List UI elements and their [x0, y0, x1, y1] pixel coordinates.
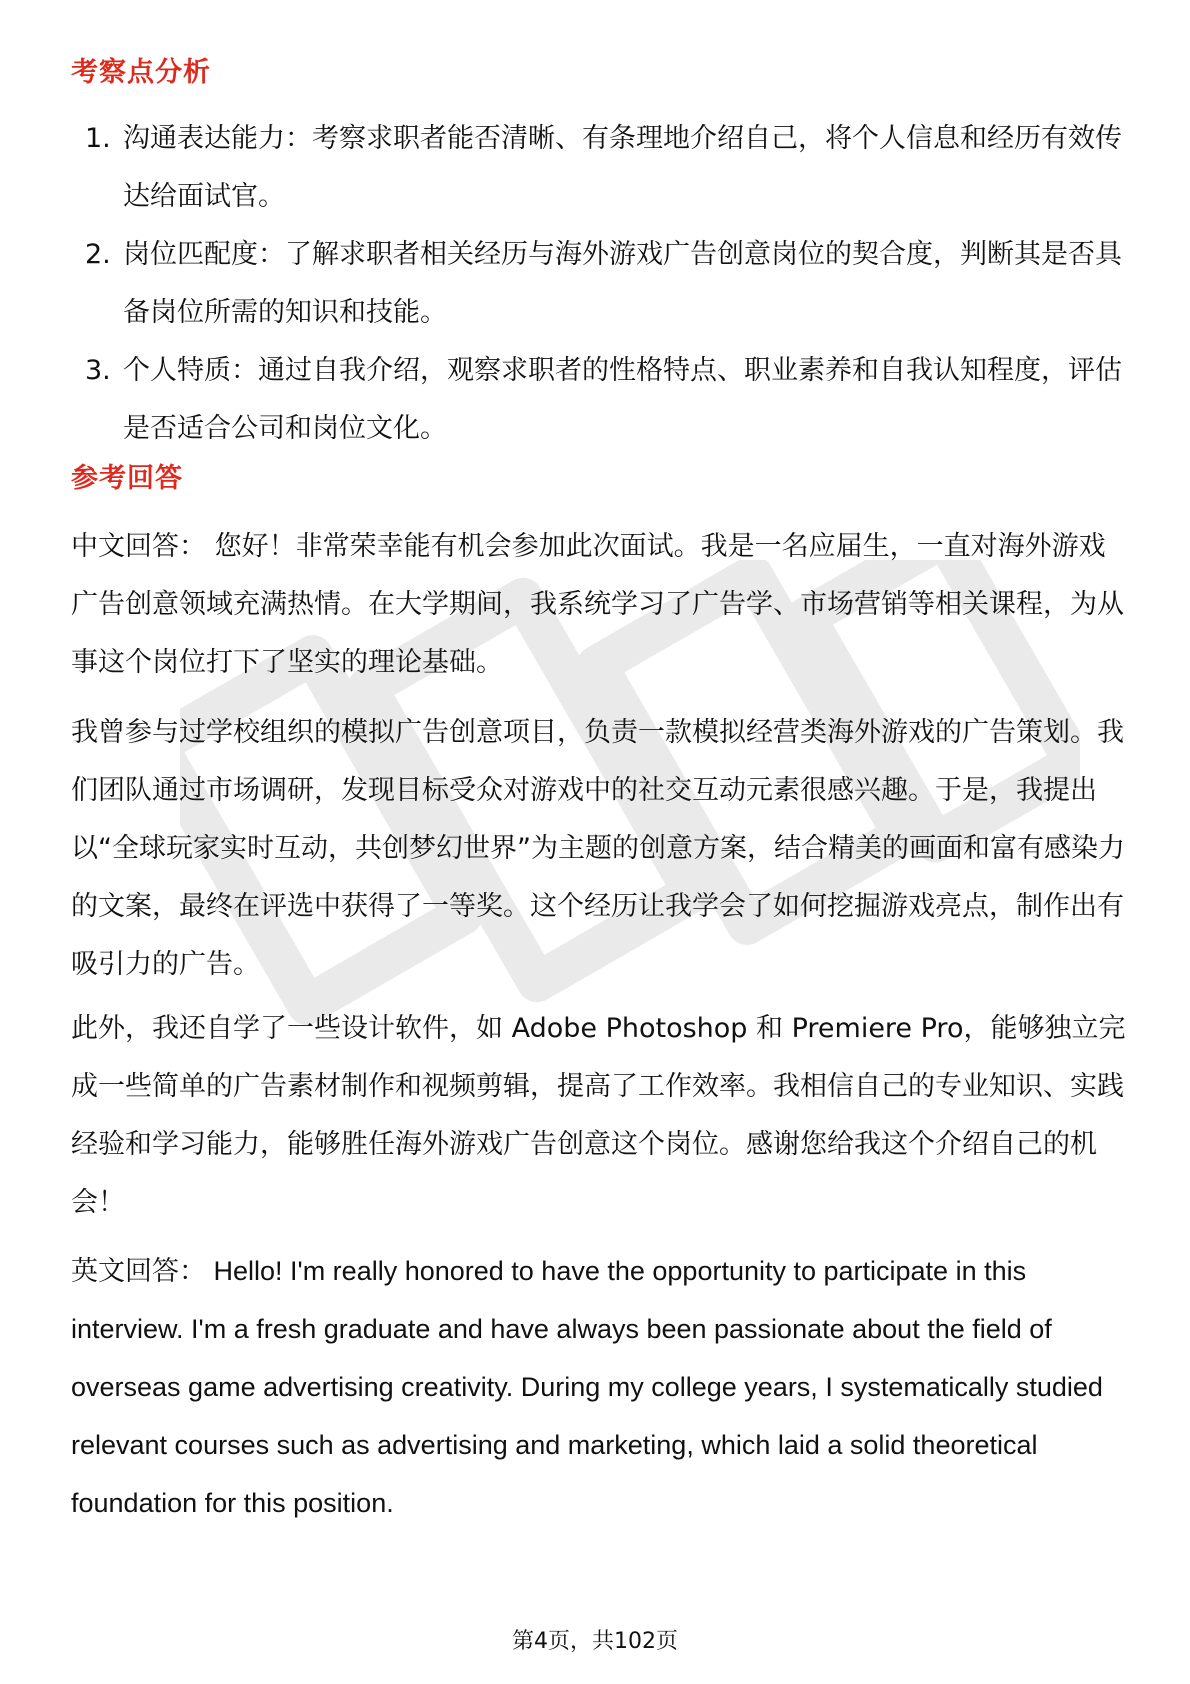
list-item — [71, 110, 1131, 226]
list-item-text: 沟通表达能力：考察求职者能否清晰、有条理地介绍自己，将个人信息和经历有效传达给面试官。 — [123, 123, 1122, 212]
answer-paragraph-chinese-intro: 中文回答： 您好！非常荣幸能有机会参加此次面试。我是一名应届生，一直对海外游戏广告创意领域充满热情。在大学期间，我系统学习了广告学、市场营销等相关课程，为从事这个岗位打下了坚实的理论基础。 — [71, 531, 1124, 678]
list-item-text: 岗位匹配度：了解求职者相关经历与海外游戏广告创意岗位的契合度，判断其是否具备岗位所需的知识和技能。 — [123, 239, 1122, 328]
answer-paragraph-project: 我曾参与过学校组织的模拟广告创意项目，负责一款模拟经营类海外游戏的广告策划。我们团队通过市场调研，发现目标受众对游戏中的社交互动元素很感兴趣。于是，我提出以“全球玩家实时互动，共创梦幻世界”为主题的创意方案，结合精美的画面和富有感染力的文案，最终在评选中获得了一等奖。这个经历让我学会了如何挖掘游戏亮点，制作出有吸引力的广告。 — [71, 717, 1125, 980]
section-title-analysis: 考察点分析 — [71, 57, 211, 88]
list-item — [71, 226, 1131, 342]
list-item-text: 个人特质：通过自我介绍，观察求职者的性格特点、职业素养和自我认知程度，评估是否适合公司和岗位文化。 — [123, 355, 1122, 444]
list-item — [71, 342, 1131, 458]
answer-paragraph-english: 英文回答： Hello! I'm really honored to have the opportunity to participate in this interview. I'm a fresh graduate and have always been passionate about the field of overseas game advertising creativity. During my college years, I systematically studied relevant courses such as advertising and marketing, which laid a solid theoretical foundation for this position. — [71, 1256, 1103, 1518]
list-item-number: 2. — [85, 239, 111, 270]
answer-paragraph-skills: 此外，我还自学了一些设计软件，如 Adobe Photoshop 和 Premiere Pro，能够独立完成一些简单的广告素材制作和视频剪辑，提高了工作效率。我相信自己的专业知识、实践经验和学习能力，能够胜任海外游戏广告创意这个岗位。感谢您给我这个介绍自己的机会！ — [71, 1013, 1126, 1218]
list-item-number: 1. — [85, 123, 111, 154]
list-item-number: 3. — [85, 355, 111, 386]
analysis-list — [71, 110, 1131, 458]
page-footer: 第4页，共102页 — [512, 1629, 678, 1654]
section-title-answer: 参考回答 — [71, 463, 183, 494]
